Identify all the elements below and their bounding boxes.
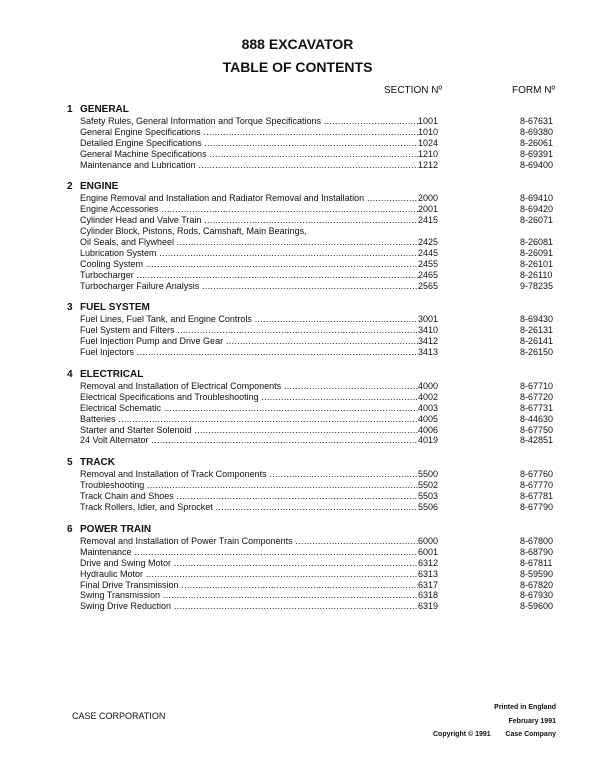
toc-section-title: GENERAL [80,104,129,115]
toc-section-heading [0,302,595,314]
toc-section-number: 4 [67,369,73,381]
toc-entry-form-number: 8-67731 [520,402,554,413]
toc-entry [0,347,595,358]
toc-entry-form-number: 8-42851 [520,435,554,446]
toc-entry-section-number: 1010 [418,126,439,137]
toc-entry-label: Safety Rules, General Information and Torque Specifications ..... [80,116,418,127]
toc-entry-label: Removal and Installation of Electrical Components ..... [80,381,418,392]
toc-entry-form-number: 8-26071 [520,215,554,226]
toc-entry-form-number: 8-26110 [520,269,553,280]
toc-entry-label: Removal and Installation of Track Components ..... [80,469,418,480]
company-name: CASE CORPORATION [72,711,166,721]
toc-entry-label: Cooling System ..... [80,259,418,270]
toc-section [0,369,595,446]
toc-entry-label: Final Drive Transmission ..... [80,580,418,591]
toc-entry-form-number: 8-67820 [520,579,554,590]
toc-entry-section-number: 1210 [418,148,439,159]
toc-entry-label: Removal and Installation of Power Train Components ..... [80,536,418,547]
toc-entry-label: Lubrication System ..... [80,248,418,259]
toc-entry-section-number: 5506 [418,502,439,513]
toc-entry-form-number: 8-26150 [520,347,554,358]
toc-entry-section-number: 5503 [418,491,439,502]
toc-entry-label: Fuel Lines, Fuel Tank, and Engine Controls ..... [80,314,418,325]
toc-entry [0,381,595,392]
toc-entry-label: Drive and Swing Motor ..... [80,558,418,569]
toc-entry-label: Electrical Schematic ..... [80,403,418,414]
toc-entry-label: Track Rollers, Idler, and Sprocket ..... [80,502,418,513]
toc-entry-section-number: 1001 [418,116,439,126]
toc-entry-section-number: 3410 [418,325,439,336]
toc-section-title: FUEL SYSTEM [80,302,150,314]
toc-entry-section-number: 6313 [418,568,439,579]
toc-entry-form-number: 8-26131 [520,325,554,336]
toc-entry-form-number: 8-67760 [520,469,554,480]
toc-entry-form-number: 8-69420 [520,204,554,215]
toc-entry-section-number: 6319 [418,601,439,612]
toc-section-heading [0,104,595,116]
toc-section-heading [0,369,595,381]
toc-entry [0,281,595,292]
toc-entry-section-number: 2415 [418,215,439,226]
print-date: February 1991 [508,718,556,725]
toc-entry [0,314,595,325]
toc-entry [0,480,595,491]
toc-entry-section-number: 4002 [418,391,439,402]
toc-section-title: ELECTRICAL [80,369,144,381]
toc-entry [0,270,595,281]
toc-entry-form-number: 8-26061 [520,137,554,148]
toc-entry-label: Maintenance ..... [80,547,418,558]
toc-entry-form-number: 8-67811 [520,557,553,568]
toc-entry-label: Fuel Injection Pump and Drive Gear ..... [80,336,418,347]
toc-entry [0,491,595,502]
toc-entry [0,127,595,138]
toc-entry-form-number: 8-26091 [520,247,554,258]
toc-entry-form-number: 8-69400 [520,159,554,170]
toc-entry-section-number: 1212 [418,159,439,170]
toc-section-heading [0,457,595,469]
toc-entry-section-number: 4000 [418,381,439,392]
toc-section-title: ENGINE [80,181,119,193]
toc-section [0,104,595,170]
toc-entry-section-number: 6318 [418,590,439,601]
toc-entry-label: Track Chain and Shoes ..... [80,491,418,502]
table-of-contents [0,104,595,623]
toc-entry-form-number: 8-26141 [520,336,554,347]
toc-entry-label: Fuel System and Filters ..... [80,325,418,336]
toc-entry [0,425,595,436]
toc-entry-section-number: 6317 [418,579,439,590]
toc-section-number: 3 [67,302,73,314]
toc-entry-form-number: 8-69430 [520,314,554,325]
toc-entry-label: Batteries ..... [80,414,418,425]
toc-entry [0,435,595,446]
toc-section-title: TRACK [80,457,115,469]
toc-entry-form-number: 8-67720 [520,391,554,402]
toc-entry-form-number: 8-67790 [520,502,554,513]
toc-entry-form-number: 8-67631 [520,116,554,126]
toc-entry [0,469,595,480]
toc-entry-form-number: 8-67781 [520,491,554,502]
toc-entry-section-number: 4019 [418,435,439,446]
toc-section-heading [0,181,595,193]
toc-entry-label: Turbocharger Failure Analysis ..... [80,281,418,292]
toc-entry-label: 24 Volt Alternator ..... [80,435,418,446]
toc-entry-section-number: 5500 [418,469,439,480]
toc-entry [0,215,595,226]
section-number-column-header: SECTION Nº [384,85,443,96]
toc-entry [0,580,595,591]
toc-entry-form-number: 8-26101 [520,258,554,269]
toc-entry-form-number: 8-59600 [520,601,554,612]
toc-section [0,302,595,358]
toc-entry-section-number: 6000 [418,535,439,546]
toc-entry-label: Swing Transmission ..... [80,590,418,601]
toc-entry [0,569,595,580]
toc-entry-section-number: 2425 [418,237,439,248]
document-subtitle: TABLE OF CONTENTS [222,59,373,75]
form-number-column-header: FORM Nº [512,85,556,96]
toc-section-number: 1 [67,104,73,115]
toc-entry-section-number: 3001 [418,314,439,325]
toc-entry-label: Electrical Specifications and Troubleshooting ..... [80,392,418,403]
toc-entry [0,149,595,160]
toc-entry-form-number: 8-67750 [520,424,554,435]
toc-entry [0,502,595,513]
toc-entry [0,138,595,149]
toc-entry-section-number: 3412 [418,336,439,347]
toc-entry [0,558,595,569]
toc-entry-section-number: 2455 [418,258,439,269]
toc-entry-label: Starter and Starter Solenoid ..... [80,425,418,436]
toc-entry-section-number: 1024 [418,137,439,148]
printed-location: Printed in England [494,704,556,711]
toc-entry [0,226,595,237]
toc-entry-label: Engine Removal and Installation and Radiator Removal and Installation ..... [80,193,418,204]
toc-entry [0,259,595,270]
toc-entry-form-number: 8-67770 [520,480,554,491]
toc-section-number: 5 [67,457,73,469]
toc-entry [0,414,595,425]
toc-entry-label: General Engine Specifications ..... [80,127,418,138]
toc-entry-section-number: 2445 [418,247,439,258]
toc-entry-section-number: 6312 [418,557,439,568]
toc-entry-form-number: 8-67800 [520,535,554,546]
toc-entry-section-number: 2001 [418,204,439,215]
toc-entry-section-number: 4006 [418,424,439,435]
toc-entry-label: Cylinder Block, Pistons, Rods, Camshaft, Main Bearings, [80,226,307,237]
toc-entry [0,392,595,403]
toc-entry-section-number: 6001 [418,546,439,557]
toc-entry [0,116,595,127]
toc-entry [0,237,595,248]
toc-entry-label: General Machine Specifications ..... [80,149,418,160]
toc-entry-section-number: 3413 [418,347,439,358]
toc-entry-label: Swing Drive Reduction ..... [80,601,418,612]
toc-entry-form-number: 8-68790 [520,546,554,557]
toc-entry [0,204,595,215]
document-title: 888 EXCAVATOR [241,36,354,52]
toc-entry [0,193,595,204]
copyright-holder: Case Company [505,731,556,738]
toc-entry-section-number: 4005 [418,413,439,424]
toc-entry [0,160,595,171]
toc-entry-label: Maintenance and Lubrication ..... [80,160,418,171]
toc-entry-label: Engine Accessories ..... [80,204,418,215]
toc-entry [0,336,595,347]
toc-entry [0,248,595,259]
toc-entry-form-number: 8-67930 [520,590,554,601]
toc-section-heading [0,524,595,536]
toc-entry-label: Detailed Engine Specifications ..... [80,138,418,149]
toc-entry-section-number: 2465 [418,269,439,280]
toc-entry-form-number: 8-69391 [520,148,554,159]
toc-entry-form-number: 9-78235 [520,280,554,291]
toc-section-title: POWER TRAIN [80,523,152,535]
toc-entry-label: Turbocharger ..... [80,270,418,281]
toc-entry-form-number: 8-44630 [520,413,554,424]
toc-entry [0,590,595,601]
toc-entry-section-number: 2565 [418,280,439,291]
toc-entry-form-number: 8-67710 [520,381,554,392]
toc-entry [0,536,595,547]
toc-entry-form-number: 8-26081 [520,237,554,248]
toc-entry-label: Hydraulic Motor ..... [80,569,418,580]
toc-entry-form-number: 8-69380 [520,126,554,137]
toc-entry-label: Oil Seals, and Flywheel ..... [80,237,418,248]
toc-section [0,181,595,291]
toc-entry-label: Cylinder Head and Valve Train ..... [80,215,418,226]
toc-entry [0,547,595,558]
toc-entry [0,601,595,612]
toc-entry-form-number: 8-59590 [520,568,554,579]
toc-entry-section-number: 4003 [418,402,439,413]
toc-section [0,524,595,612]
toc-section-number: 6 [67,523,73,535]
copyright-notice: Copyright © 1991 [433,731,491,738]
toc-section [0,457,595,513]
toc-entry-label: Troubleshooting ..... [80,480,418,491]
toc-entry-label: Fuel Injectors ..... [80,347,418,358]
toc-section-number: 2 [67,181,73,193]
toc-entry [0,403,595,414]
toc-entry [0,325,595,336]
toc-entry-section-number: 5502 [418,480,439,491]
toc-entry-section-number: 2000 [418,193,439,204]
toc-entry-form-number: 8-69410 [520,193,554,204]
